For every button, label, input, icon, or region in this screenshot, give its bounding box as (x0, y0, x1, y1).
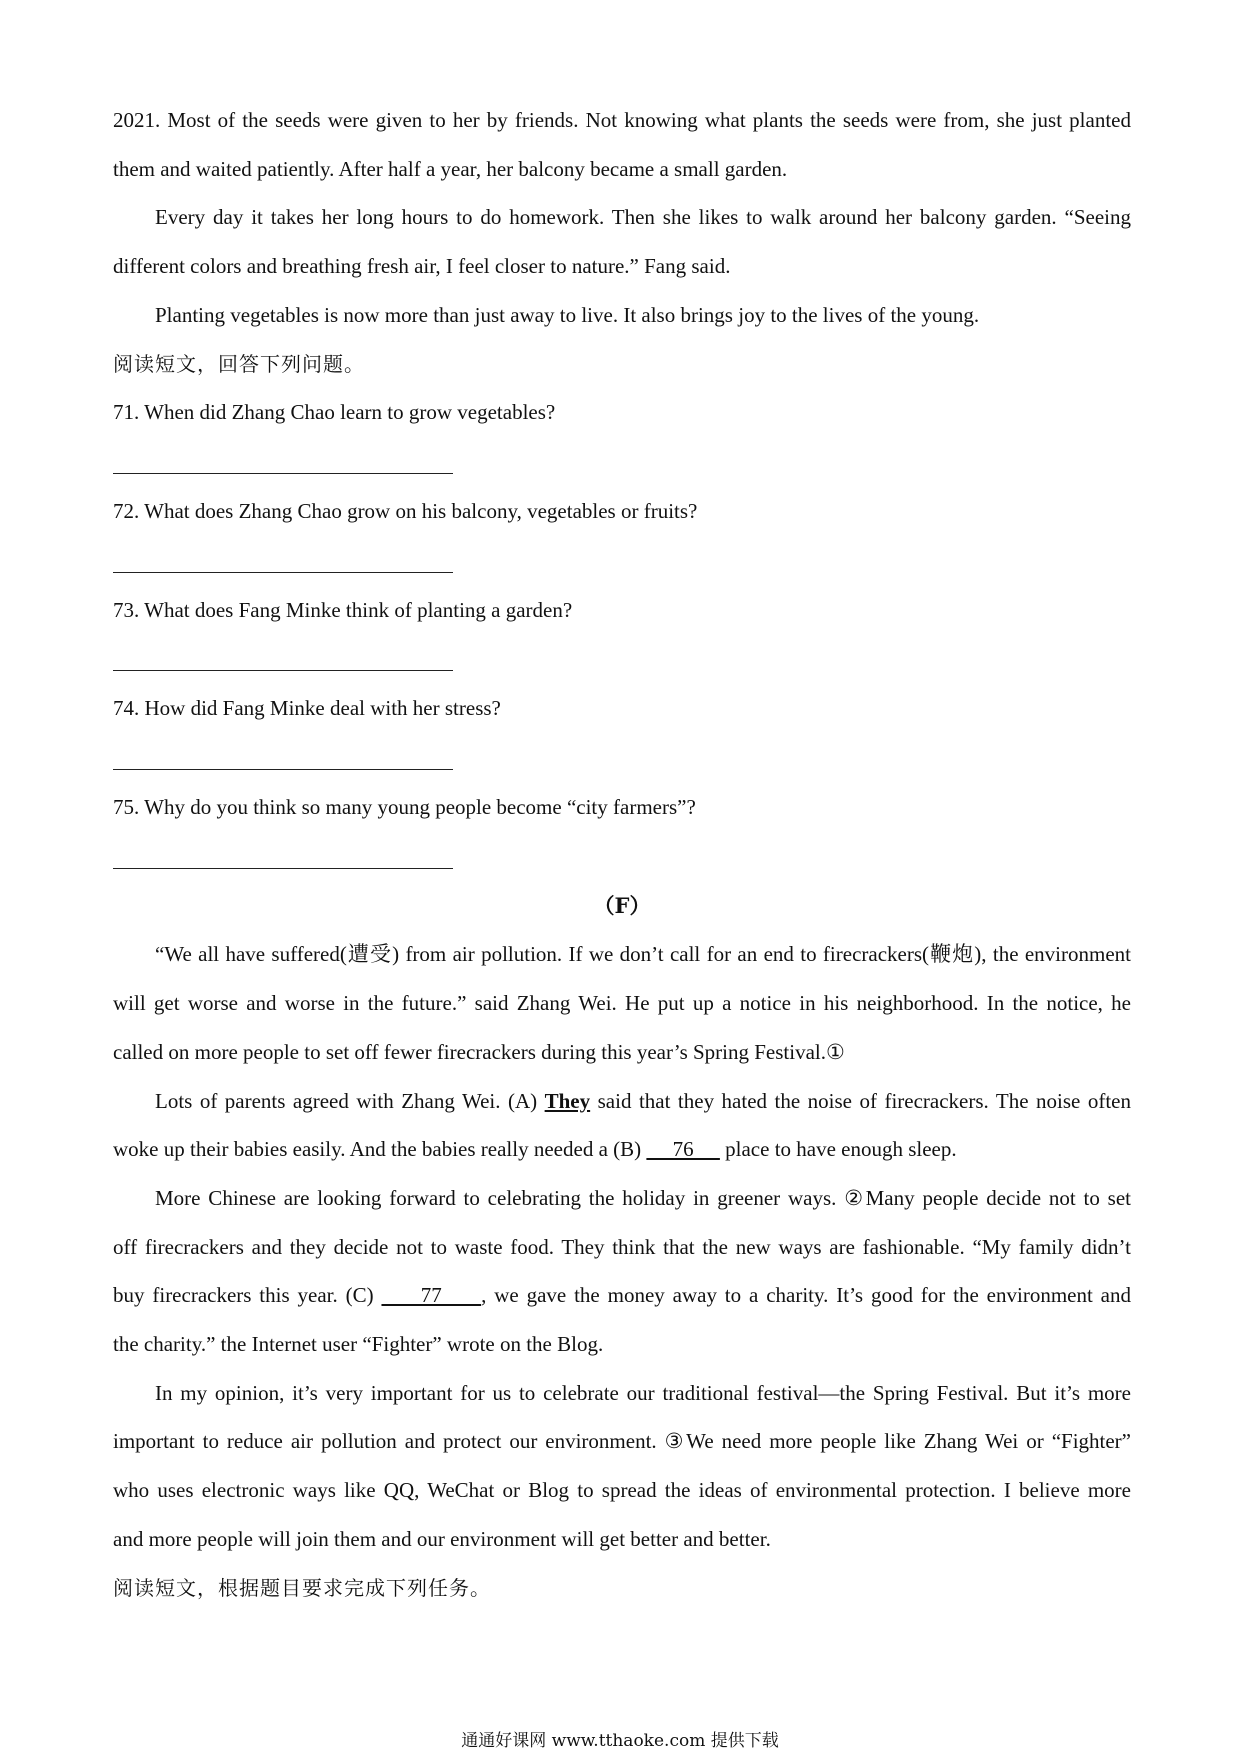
passage-e-p2-line1: Every day it takes her long hours to do homework. Then she likes to walk around her balcony garden. “Seeing (155, 205, 1131, 230)
question-75: 75. Why do you think so many young people become “city farmers”? (113, 795, 696, 820)
passage-f-p4-line2: important to reduce air pollution and protect our environment. ③We need more people like Zhang Wei or “Fighter” (113, 1429, 1131, 1454)
passage-f-p2-line2-text-b: place to have enough sleep. (719, 1137, 957, 1162)
passage-e-p1-line1: 2021. Most of the seeds were given to her by friends. Not knowing what plants the seeds were from, she just planted (113, 108, 1131, 132)
page-footer: 通通好课网 www.tthaoke.com 提供下载 (461, 1731, 779, 1751)
answer-line-75[interactable] (113, 832, 453, 869)
passage-f-p3-line4: the charity.” the Internet user “Fighter” wrote on the Blog. (113, 1332, 604, 1357)
question-72: 72. What does Zhang Chao grow on his balcony, vegetables or fruits? (113, 498, 698, 523)
question-71: 71. When did Zhang Chao learn to grow vegetables? (113, 400, 556, 425)
passage-f-p1-line1: “We all have suffered(遭受) from air pollution. If we don’t call for an end to firecrackers(鞭炮), the environment (155, 942, 1131, 967)
answer-line-73[interactable] (113, 634, 453, 671)
passage-f-p3-line3-text-a: buy firecrackers this year. (C) (113, 1283, 382, 1308)
answer-line-71[interactable] (113, 437, 453, 474)
passage-f-p2-line2 (113, 1125, 1131, 1174)
question-73: 73. What does Fang Minke think of planting a garden? (113, 597, 573, 622)
passage-e-instruction: 阅读短文，回答下列问题。 (113, 351, 365, 376)
passage-e-p1-line2: them and waited patiently. After half a year, her balcony became a small garden. (113, 156, 788, 181)
passage-f-p4-line3: who uses electronic ways like QQ, WeChat or Blog to spread the ideas of environmental protection. I believe more (113, 1478, 1131, 1503)
passage-f-p4-line4: and more people will join them and our environment will get better and better. (113, 1526, 771, 1551)
passage-f-p2-text-a: Lots of parents agreed with Zhang Wei. (A) (155, 1088, 545, 1113)
question-74: 74. How did Fang Minke deal with her stress? (113, 696, 501, 721)
underlined-word-they: They (544, 1088, 591, 1113)
passage-f-p2-text-b: said that they hated the noise of firecrackers. The noise often (590, 1088, 1131, 1113)
section-f-title: （F） (593, 892, 651, 918)
blank-77[interactable]: 77 (381, 1283, 482, 1308)
answer-line-74[interactable] (113, 733, 453, 770)
passage-f-p3-line3-text-b: , we gave the money away to a charity. It’s good for the environment and (481, 1283, 1132, 1308)
passage-f-p1-line2: will get worse and worse in the future.” said Zhang Wei. He put up a notice in his neighborhood. In the notice, he (113, 991, 1131, 1016)
passage-f-p1-line3: called on more people to set off fewer firecrackers during this year’s Spring Festival.① (113, 1039, 845, 1064)
passage-f-p3-line1: More Chinese are looking forward to celebrating the holiday in greener ways. ②Many people decide not to set (155, 1185, 1131, 1210)
passage-f-p4-line1: In my opinion, it’s very important for us to celebrate our traditional festival—the Spring Festival. But it’s more (155, 1380, 1131, 1405)
passage-f-p3-line3 (113, 1271, 1131, 1320)
document-page (113, 96, 1131, 1612)
blank-76[interactable]: 76 (646, 1137, 720, 1162)
passage-f-instruction: 阅读短文，根据题目要求完成下列任务。 (113, 1575, 491, 1600)
passage-f-p2-line2-text-a: woke up their babies easily. And the babies really needed a (B) (113, 1137, 647, 1162)
answer-line-72[interactable] (113, 536, 453, 573)
passage-e-p2-line2: different colors and breathing fresh air, I feel closer to nature.” Fang said. (113, 254, 731, 279)
passage-e-p3: Planting vegetables is now more than just away to live. It also brings joy to the lives of the young. (155, 302, 980, 327)
passage-f-p2-line1 (113, 1077, 1131, 1126)
passage-f-p3-line2: off firecrackers and they decide not to waste food. They think that the new ways are fashionable. “My family didn’t (113, 1234, 1131, 1259)
